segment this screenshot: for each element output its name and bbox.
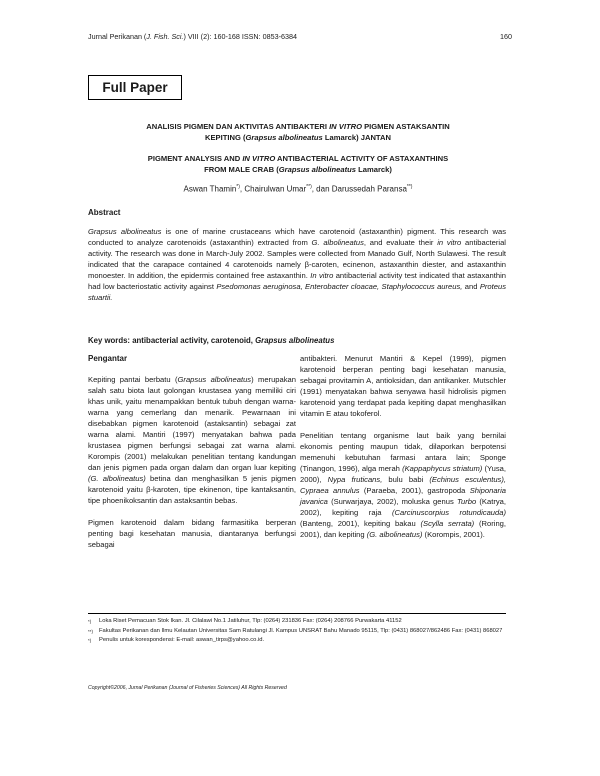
running-header [88, 32, 512, 41]
right-column [300, 353, 506, 551]
footnote-divider [88, 613, 506, 614]
full-paper-badge: Full Paper [88, 75, 182, 100]
footnote-affiliation-1: *) Loka Riset Pemacuan Stok Ikan. Jl. Cilalawi No.1 Jatiluhur, Tlp: (0264) 231836 Fax: (0264) 208766 Purwakarta 41152 [88, 618, 402, 624]
intro-paragraph-2: Pigmen karotenoid dalam bidang farmasitika berperan penting bagi kesehatan manusia, diantaranya berfungsi sebagai [88, 518, 296, 549]
left-column [88, 374, 296, 561]
page-number: 160 [500, 32, 512, 41]
author-list: Aswan Thamin*), Chairulwan Umar**), dan Darussedah Paransa**) [183, 184, 413, 194]
right-paragraph-1: antibakteri. Menurut Mantiri & Kepel (1999), pigmen karotenoid berperan penting bagi kesehatan manusia, sebagai provitamin A, antioksidan, dan antikanker. Mutschler (1991) menyatakan bahwa senyawa hasil hidrolisis pigmen karotenoid yang terdapat pada kepiting dapat menghasilkan vitamin E atau tokoferol. [300, 354, 506, 418]
abstract-body: Grapsus albolineatus is one of marine crustaceans which have carotenoid (astaxanthin) pigment. This research was conducted to analyze carotenoids (astaxanthin) extracted from G. albolineatus, and evaluate their in vitro antibacterial activity. The research was done in March-July 2002. Samples were collected from Manado Gulf, North Sulawesi. The result indicated that the carapace contained 4 carotenoids namely β-caroten, ecinenon, astaxanthin diester, and astaxanthin monoester. In addition, the epidermis contained free astaxanthin. In vitro antibacterial activity test indicated that astaxanthin had low bacteriostatic activity against Psedomonas aeruginosa, Enterobacter cloacae, Staphylococcus aureus, and Proteus stuartii. [88, 227, 506, 302]
abstract-heading: Abstract [88, 208, 121, 217]
footnotes [88, 617, 506, 646]
footnote-correspondence: *) Penulis untuk korespondensi: E-mail: aswan_tirps@yahoo.co.id. [88, 637, 265, 643]
journal-citation: Jurnal Perikanan (J. Fish. Sci.) VIII (2): 160-168 ISSN: 0853-6384 [88, 32, 297, 41]
title-english: PIGMENT ANALYSIS AND IN VITRO ANTIBACTERIAL ACTIVITY OF ASTAXANTHINS FROM MALE CRAB (Grapsus albolineatus Lamarck) [147, 154, 449, 174]
right-paragraph-2: Penelitian tentang organisme laut baik yang bernilai ekonomis penting maupun tidak, dilaporkan berpotensi memenuhi kebutuhan farmasi antara lain; Sponge (Tinangon, 1996), alga merah (Kappaphycus striatum) (Yusa, 2000), Nypa fruticans, bulu babi (Echinus esculentus), Cypraea annulus (Paraeba, 2001), gastropoda Shiponaria javanica (Surwarjaya, 2002), moluska genus Turbo (Katrya, 2002), kepiting raja (Carcinuscorpius rotundicauda) (Banteng, 2001), kepiting bakau (Scylla serrata) (Roring, 2001), dan kepiting (G. albolineatus) (Korompis, 2001). [300, 431, 506, 539]
keywords: Key words: antibacterial activity, carotenoid, Grapsus albolineatus [88, 336, 335, 345]
footnote-affiliation-2: **) Fakultas Perikanan dan Ilmu Kelautan Universitas Sam Ratulangi Jl. Kampus UNSRAT Bahu Manado 95115, Tlp: (0431) 868027/862486 Fax: (0431) 868027 [88, 627, 503, 634]
title-indonesian: ANALISIS PIGMEN DAN AKTIVITAS ANTIBAKTERI IN VITRO PIGMEN ASTAKSANTIN KEPITING (Grapsus albolineatus Lamarck) JANTAN [146, 122, 450, 142]
intro-paragraph-1: Kepiting pantai berbatu (Grapsus albolineatus) merupakan salah satu biota laut golongan krustasea yang memiliki ciri khas unik, yaitu menampakkan bentuk tubuh dengan warna-warna yang cemerlang dan menarik. Pewarnaan ini disebabkan pigmen karotenoid (astaksantin) sebagai zat warna alami. Mantiri (1997) menyatakan bahwa pada krustasea pigmen berfungsi sebagai zat warna alami. Korompis (2001) melakukan penelitian tentang kandungan dan jenis pigmen pada organ dalam dan organ luar kepiting (G. albolineatus) betina dan menghasilkan 5 jenis pigmen karotenoid yaitu β-karoten, tipe ekinenon, tipe kantaksantin, tipe phoenikoksantin dan astaksantin bebas. [88, 375, 296, 505]
copyright-notice: Copyright©2006, Jurnal Perikanan (Journal of Fisheries Sciences) All Rights Reserved [88, 685, 287, 691]
introduction-heading: Pengantar [88, 354, 128, 363]
